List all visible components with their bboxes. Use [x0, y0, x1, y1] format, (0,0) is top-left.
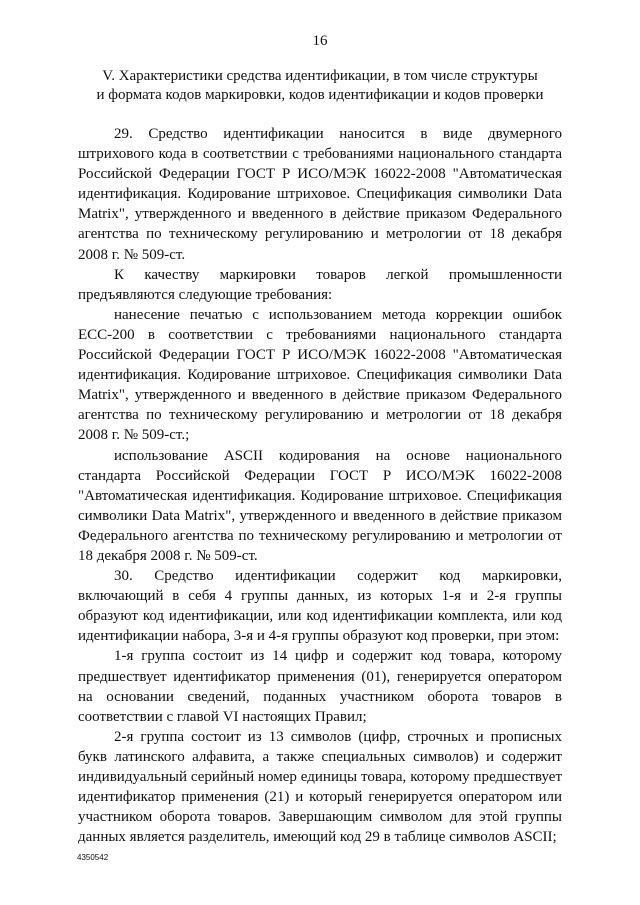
section-title — [60, 67, 580, 105]
paragraph-quality-requirements: К качеству маркировки товаров легкой промышленности предъявляются следующие требования: — [78, 266, 562, 303]
page-number: 16 — [312, 33, 328, 49]
paragraph-printing-requirement: нанесение печатью с использованием метода коррекции ошибок ЕСС-200 в соответствии с требованиями национального стандарта Российской Федерации ГОСТ Р ИСО/МЭК 16022-2008 "Автоматическая идентификация. Кодирование штриховое. Спецификация символики Data Matrix", утвержденного и введенного в действие приказом Федерального агентства по техническому регулированию и метрологии от 18 декабря 2008 г. № 509-ст.; — [78, 306, 562, 444]
section-title-line-2: и формата кодов маркировки, кодов идентификации и кодов проверки — [96, 87, 544, 103]
footer-document-code: 4350542 — [77, 853, 109, 862]
paragraph-group-1: 1-я группа состоит из 14 цифр и содержит код товара, которому предшествует идентификатор применения (01), генерируется оператором на основании сведений, поданных участником оборота товаров в соответствии с главой VI настоящих Правил; — [78, 648, 562, 725]
paragraph-ascii-requirement: использование ASCII кодирования на основе национального стандарта Российской Федерации ГОСТ Р ИСО/МЭК 16022-2008 "Автоматическая идентификация. Кодирование штриховое. Спецификация символики Data Matrix", утвержденного и введенного в действие приказом Федерального агентства по техническому регулированию и метрологии от 18 декабря 2008 г. № 509-ст. — [78, 447, 562, 564]
section-title-line-1: V. Характеристики средства идентификации, в том числе структуры — [102, 68, 538, 84]
document-body — [78, 124, 562, 847]
paragraph-group-2: 2-я группа состоит из 13 символов (цифр, строчных и прописных букв латинского алфавита, а также специальных символов) и содержит индивидуальный серийный номер единицы товара, которому предшествует идентификатор применения (21) и который генерируется оператором или участником оборота товаров. Завершающим символом для этой группы данных является разделитель, имеющий код 29 в таблице символов ASCII; — [78, 728, 562, 846]
paragraph-29: 29. Средство идентификации наносится в виде двумерного штрихового кода в соответствии с требованиями национального стандарта Российской Федерации ГОСТ Р ИСО/МЭК 16022-2008 "Автоматическая идентификация. Кодирование штриховое. Спецификация символики Data Matrix", утвержденного и введенного в действие приказом Федерального агентства по техническому регулированию и метрологии от 18 декабря 2008 г. № 509-ст. — [78, 126, 562, 263]
paragraph-30: 30. Средство идентификации содержит код маркировки, включающий в себя 4 группы данных, из которых 1-я и 2-я группы образуют код идентификации, или код идентификации комплекта, или код идентификации набора, 3-я и 4-я группы образуют код проверки, при этом: — [78, 568, 562, 645]
